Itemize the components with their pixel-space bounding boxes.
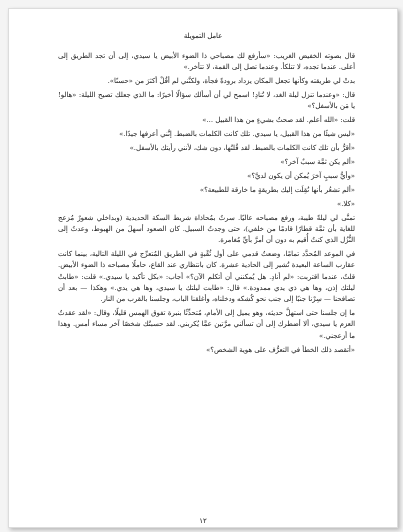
paragraph: ما إن جلسنا حتى استهلَّ حديثه، وهو يميل إلى الأمام، مُتحدِّثًا بنبرة تفوق الهمس قليلًا، وقال: «لقد عقدتُ العزم يا سيدي، ألا أضطرك إلى أن تسألني مرَّتين عمَّا يُكربني. لقد حسبتُك شخصًا آخر مساء أمس. وهذا ما أزعجني.»	[58, 309, 355, 340]
page-number: ١٢	[199, 517, 207, 525]
running-header: عامل التمويلة	[183, 32, 223, 40]
paragraph: «ليس شيئًا من هذا القبيل، يا سيدي. تلك كانت الكلمات بالضبط. إنَّني أعرفها جيدًا.»	[119, 130, 355, 139]
paragraph: بدتْ لي طريقته وكأنها تجعل المكان يزداد برودةً فجأة، ولكنَّني لم أقُلْ أكثرَ من «حسنًا».	[107, 77, 355, 86]
paragraph: «ألم يكن ثمَّة سببٌ آخر؟»	[280, 157, 355, 166]
paragraph: «كلا.»	[336, 199, 355, 208]
book-page	[8, 8, 398, 528]
paragraph: «أقرُّ بأن تلك كانت الكلمات بالضبط. لقد قُلتُها، دون شك، لأنني رأيتك بالأسفل.»	[129, 144, 355, 153]
paragraph: «أتقصد ذلك الخطأ في التعرُّف على هوية الشخص؟»	[206, 345, 355, 354]
paragraph: تمنَّى لي ليلةً طيبة، ورفع مصباحه عاليًا. سرتُ بمُحاذاة شريط السكة الحديدية (وبداخلي شعورٌ مُزعج للغاية بأن ثمَّة قطارًا قادمًا من خلفي)، حتى وجدتُ السبيل. كان الصعود أسهلَ من الهبوط، وعدتُ إلى النُّزُل الذي كنتُ أُقيم به دون أن أمرَّ بأيِّ مُغامرة.	[58, 213, 355, 245]
paragraph: في الموعد المُحدَّد تمامًا، وضعتُ قدمي على أول ثُقْبةٍ في الطريق المُتعرِّج في الليلة التالية، بينما كانت عقارب الساعة البعيدة تُشير إلى الحادية عشرة. كان بانتظاري عند القاع، حاملًا مصباحه ذا الضوء الأبيض. قلتُ، عندما اقتربت: «لم أنادِ. هل يُمكنني أن أتكلم الآن؟» أجاب: «بكل تأكيد يا سيدي.» قلت: «طابتْ ليلتك إذن، وها هي ذي يدي ممدودة.» قال: «طابت ليلتك يا سيدي، وها هي يدي.» وهكذا — بعد أن تصافحنا — سِرْنا جنبًا إلى جنب نحو كُشكه ودخلناه، وأغلقنا الباب، وجلسنا بالقرب من النار.	[58, 249, 355, 304]
page-body	[58, 51, 355, 506]
paragraph: «ألم تشعُر بأنها نُقِلَت إليك بطريقةٍ ما خارقة للطبيعة؟»	[199, 185, 355, 194]
paragraph: قلت: «الله أعلم. لقد صحتُ بشيءٍ من هذا القبيل ...»	[202, 116, 355, 125]
paragraph: قال بصوته الخفيض الغريب: «سأرفع لك مصباحي ذا الضوء الأبيض يا سيدي، إلى أن تجد الطريق إلى أعلى. عندما تجده، لا تتلكأ. وعندما تصل إلى القمة، لا تتأخر.»	[58, 52, 355, 72]
paragraph: قال: «وعندما تنزل ليلة الغد، لا تُنادِ! اسمح لي أن أسألك سؤالًا أخيرًا: ما الذي جعلك تصيح الليلة: «هالو! يا مَن بالأسفل؟»	[58, 91, 355, 111]
paragraph: «وأيُّ سببٍ آخرَ يُمكن أن يكون لديَّ؟»	[247, 171, 355, 180]
